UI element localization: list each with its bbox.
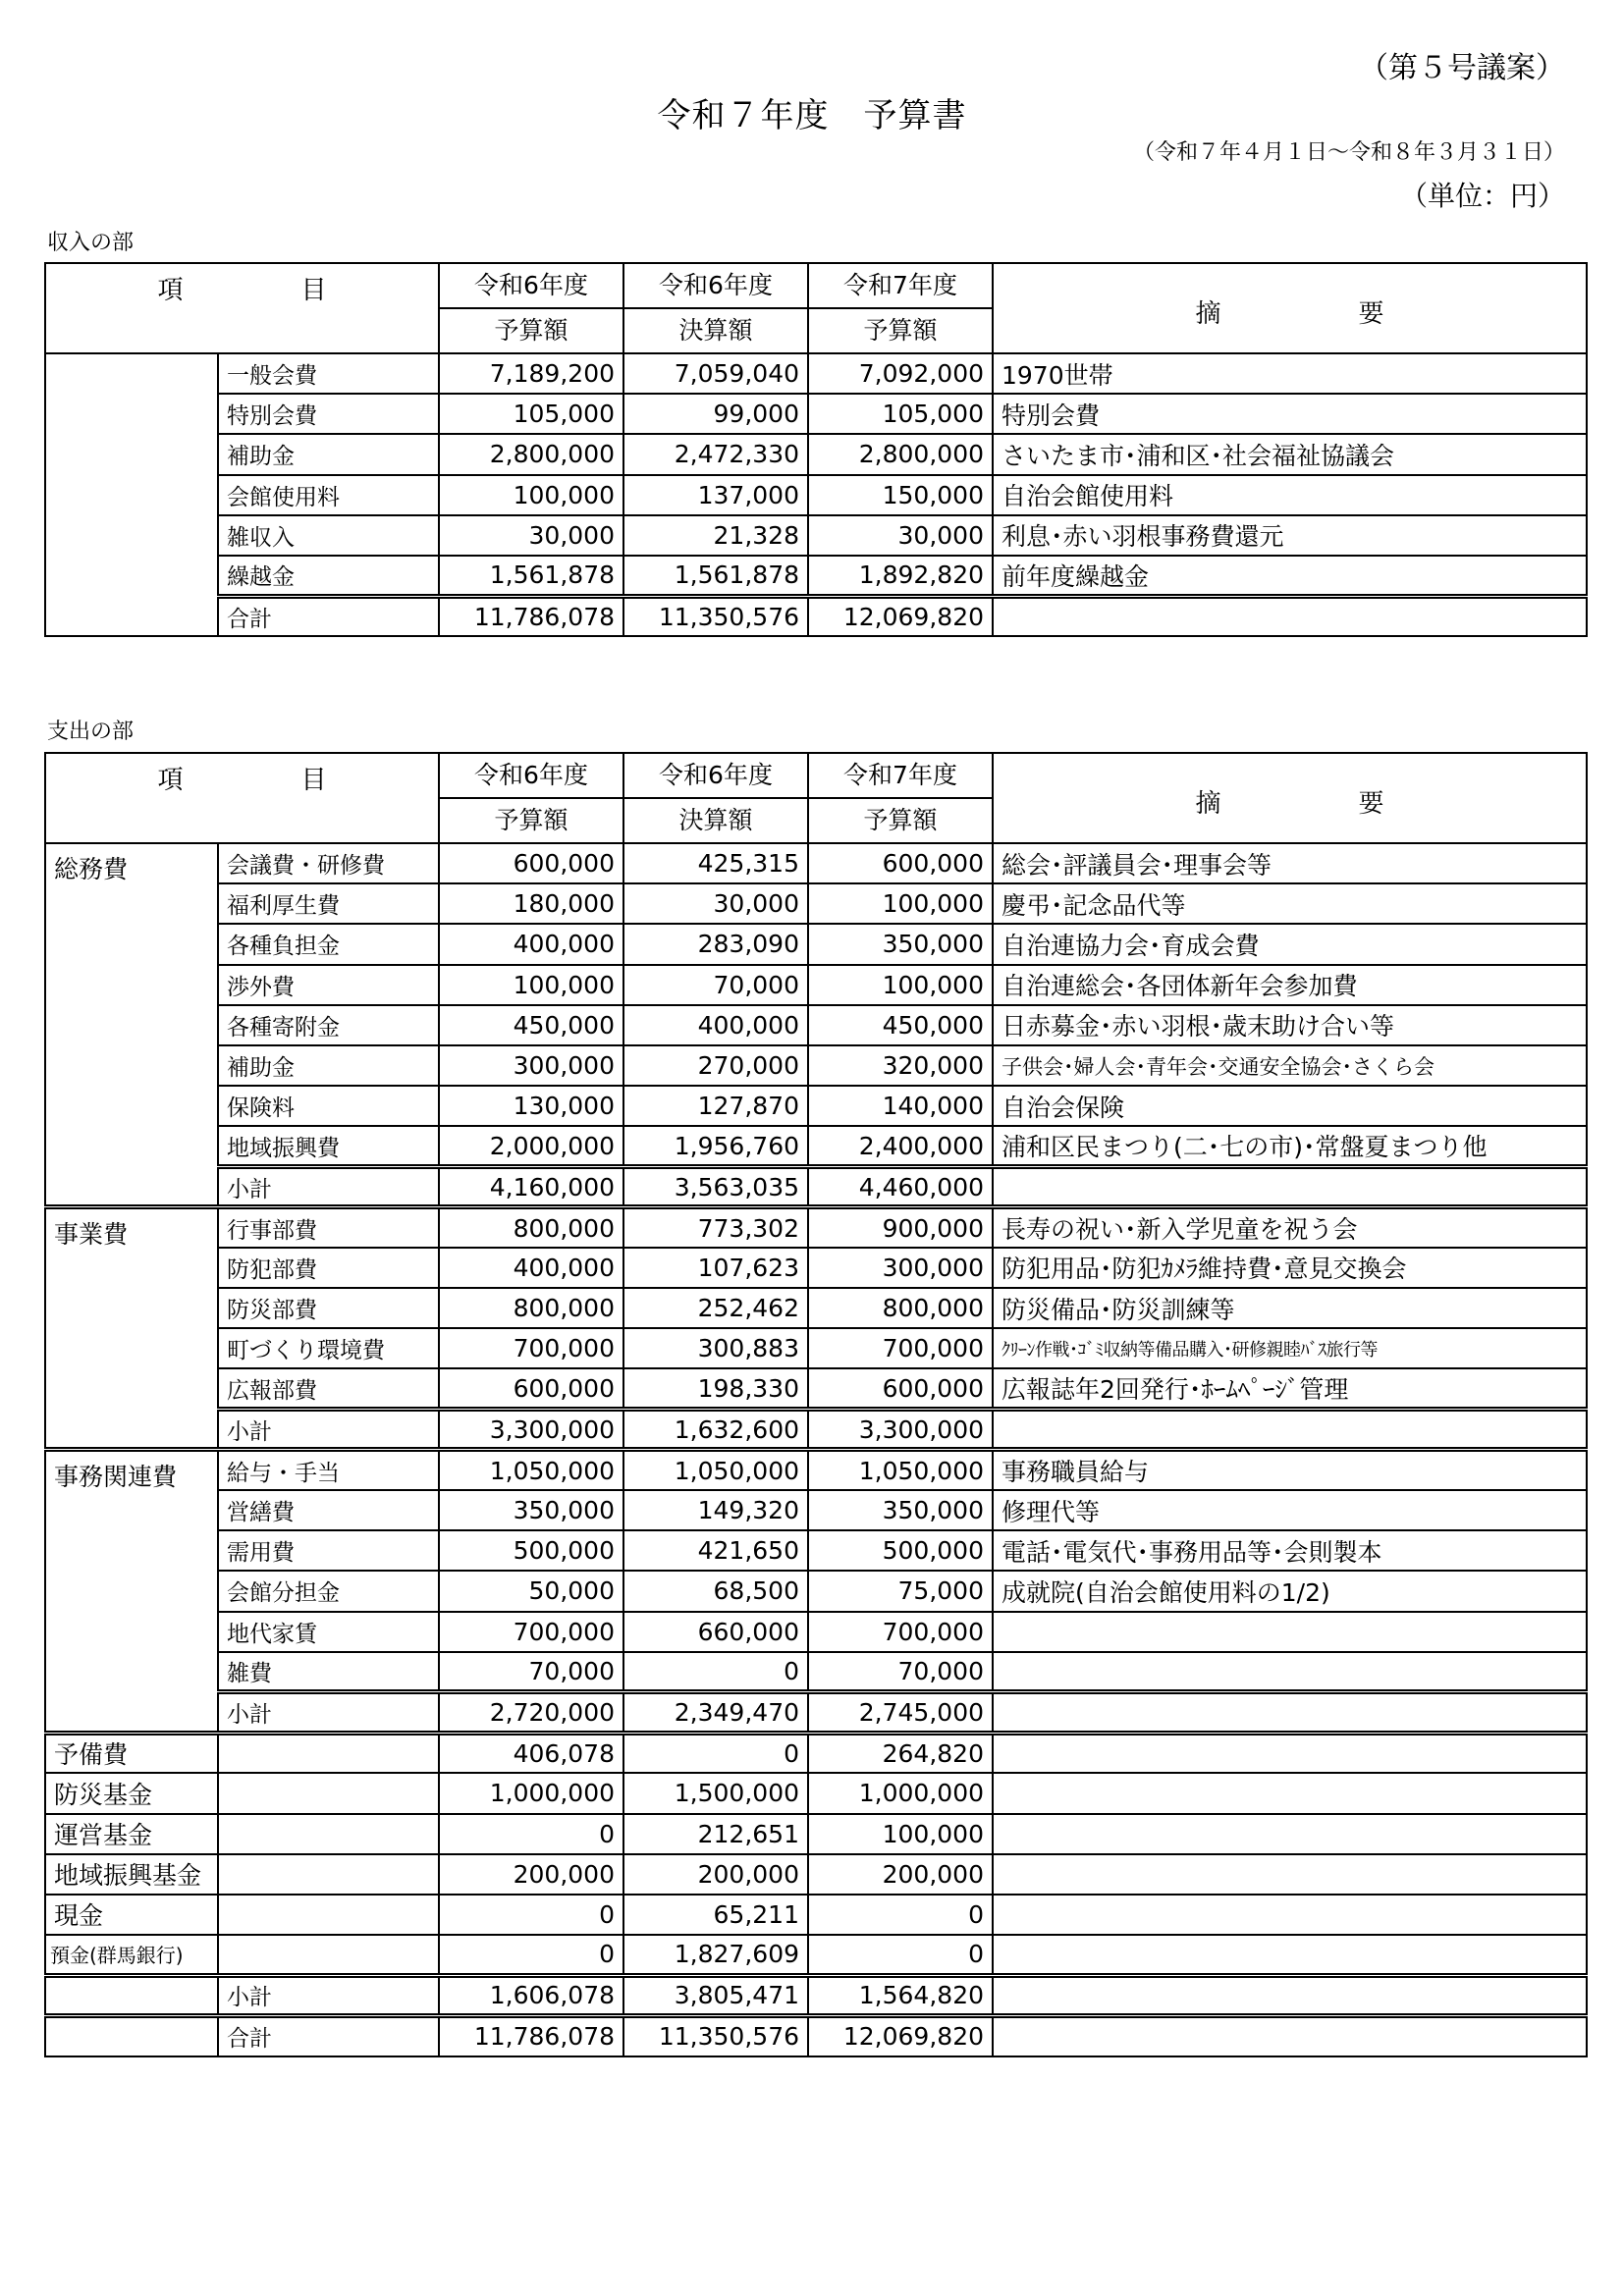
reserve-category: 預金(群馬銀行): [45, 1935, 218, 1975]
r6-budget-value: 450,000: [439, 1005, 623, 1045]
row-item: 会館使用料: [218, 475, 439, 515]
row-item: 行事部費: [218, 1207, 439, 1248]
r7-budget-value: 1,000,000: [808, 1773, 993, 1813]
table-row: [45, 1895, 1587, 1935]
r6-budget-total: 11,786,078: [439, 596, 623, 636]
subtotal-row: [45, 1975, 1587, 2015]
r6-budget-value: 1,000,000: [439, 1773, 623, 1813]
r7-budget-value: 320,000: [808, 1045, 993, 1086]
table-row: [45, 353, 1587, 394]
item-column-header: [45, 263, 439, 353]
r6-actual-header-2: 決算額: [623, 798, 808, 843]
row-note: [993, 1935, 1587, 1975]
row-note: 総会･評議員会･理事会等: [993, 843, 1587, 883]
row-item: 町づくり環境費: [218, 1328, 439, 1368]
subtotal-row: [45, 1410, 1587, 1450]
r7-budget-value: 1,892,820: [808, 556, 993, 596]
table-row: [45, 1207, 1587, 1248]
table-row: [45, 475, 1587, 515]
row-note: [993, 1612, 1587, 1652]
reserve-category: 運営基金: [45, 1814, 218, 1854]
r6-budget-value: 70,000: [439, 1652, 623, 1692]
r6-actual-value: 283,090: [623, 924, 808, 964]
r7-budget-value: 600,000: [808, 1368, 993, 1409]
item-header-b: 目: [300, 276, 327, 305]
row-note: 自治連総会･各団体新年会参加費: [993, 965, 1587, 1005]
fiscal-period: （令和７年４月１日～令和８年３月３１日）: [1132, 140, 1565, 165]
subtotal-row: [45, 1167, 1587, 1207]
row-note: [993, 1773, 1587, 1813]
r6-actual-subtotal: 2,349,470: [623, 1692, 808, 1733]
r6-budget-value: 0: [439, 1814, 623, 1854]
row-item: 地域振興費: [218, 1126, 439, 1166]
row-item: [218, 1895, 439, 1935]
r6-actual-total: 11,350,576: [623, 2015, 808, 2056]
r6-actual-value: 1,500,000: [623, 1773, 808, 1813]
row-item: 特別会費: [218, 394, 439, 434]
r7-budget-value: 900,000: [808, 1207, 993, 1248]
r6-actual-value: 99,000: [623, 394, 808, 434]
r7-budget-subtotal: 3,300,000: [808, 1410, 993, 1450]
row-item: 補助金: [218, 1045, 439, 1086]
r7-budget-value: 75,000: [808, 1571, 993, 1611]
r6-budget-value: 400,000: [439, 924, 623, 964]
r6-budget-subtotal: 3,300,000: [439, 1410, 623, 1450]
r6-budget-value: 1,561,878: [439, 556, 623, 596]
r6-actual-subtotal: 3,563,035: [623, 1167, 808, 1207]
r6-budget-value: 50,000: [439, 1571, 623, 1611]
row-note: 浦和区民まつり(二･七の市)･常盤夏まつり他: [993, 1126, 1587, 1166]
income-section-label: 収入の部: [47, 231, 135, 255]
total-label: 合計: [218, 2015, 439, 2056]
note-header-b: 要: [1358, 788, 1384, 819]
table-row: [45, 1652, 1587, 1692]
reserve-category: 防災基金: [45, 1773, 218, 1813]
note-header-a: 摘: [1195, 788, 1221, 819]
r6-budget-value: 7,189,200: [439, 353, 623, 394]
r6-budget-value: 500,000: [439, 1530, 623, 1571]
r6-budget-value: 200,000: [439, 1854, 623, 1895]
reserve-category: 地域振興基金: [45, 1854, 218, 1895]
reserve-category: [45, 1975, 218, 2015]
row-item: 一般会費: [218, 353, 439, 394]
r6-actual-value: 0: [623, 1652, 808, 1692]
row-item: 福利厚生費: [218, 883, 439, 924]
table-row: [45, 1571, 1587, 1611]
item-header-a: 項: [157, 276, 184, 305]
r6-budget-value: 800,000: [439, 1288, 623, 1328]
r6-actual-value: 137,000: [623, 475, 808, 515]
row-item: [218, 1854, 439, 1895]
table-row: [45, 1248, 1587, 1288]
reserve-category: [45, 2015, 218, 2056]
subtotal-label: 小計: [218, 1692, 439, 1733]
page-title: 令和７年度 予算書: [657, 96, 967, 135]
r6-actual-value: 425,315: [623, 843, 808, 883]
r6-budget-value: 105,000: [439, 394, 623, 434]
r6-actual-subtotal: 3,805,471: [623, 1975, 808, 2015]
r6-actual-header: 令和6年度: [623, 753, 808, 798]
r6-actual-value: 421,650: [623, 1530, 808, 1571]
expense-section-label: 支出の部: [47, 720, 135, 744]
r6-actual-value: 107,623: [623, 1248, 808, 1288]
row-item: 会議費・研修費: [218, 843, 439, 883]
table-row: [45, 924, 1587, 964]
r6-actual-value: 7,059,040: [623, 353, 808, 394]
row-note: 自治連協力会･育成会費: [993, 924, 1587, 964]
table-row: [45, 883, 1587, 924]
row-note: 日赤募金･赤い羽根･歳末助け合い等: [993, 1005, 1587, 1045]
r6-budget-value: 406,078: [439, 1733, 623, 1773]
row-note: [993, 1652, 1587, 1692]
note-column-header: [993, 263, 1587, 353]
r7-budget-header: 令和7年度: [808, 263, 993, 308]
table-row: [45, 1935, 1587, 1975]
row-note: [993, 1167, 1587, 1207]
row-note: [993, 1975, 1587, 2015]
r6-budget-value: 400,000: [439, 1248, 623, 1288]
row-note: [993, 1814, 1587, 1854]
r7-budget-total: 12,069,820: [808, 2015, 993, 2056]
row-note: 自治会保険: [993, 1086, 1587, 1126]
row-note: 慶弔･記念品代等: [993, 883, 1587, 924]
table-row: [45, 1450, 1587, 1490]
currency-unit: （単位：円）: [1399, 180, 1565, 212]
row-note: 利息･赤い羽根事務費還元: [993, 515, 1587, 556]
r7-budget-value: 700,000: [808, 1328, 993, 1368]
item-header-b: 目: [300, 766, 327, 795]
subtotal-label: 小計: [218, 1410, 439, 1450]
r7-budget-value: 350,000: [808, 924, 993, 964]
row-note: ｸﾘｰﾝ作戦･ｺﾞﾐ収納等備品購入･研修親睦ﾊﾞｽ旅行等: [993, 1328, 1587, 1368]
agenda-number: （第５号議案）: [1359, 51, 1565, 85]
r6-actual-value: 198,330: [623, 1368, 808, 1409]
row-note: [993, 596, 1587, 636]
row-item: 需用費: [218, 1530, 439, 1571]
table-row: [45, 556, 1587, 596]
row-note: 防災備品･防災訓練等: [993, 1288, 1587, 1328]
row-item: 渉外費: [218, 965, 439, 1005]
total-label: 合計: [218, 596, 439, 636]
row-item: 防犯部費: [218, 1248, 439, 1288]
table-row: [45, 965, 1587, 1005]
income-total-row: [45, 596, 1587, 636]
r7-budget-header-2: 予算額: [808, 798, 993, 843]
row-note: 特別会費: [993, 394, 1587, 434]
r6-actual-value: 400,000: [623, 1005, 808, 1045]
row-note: 子供会･婦人会･青年会･交通安全協会･さくら会: [993, 1045, 1587, 1086]
r7-budget-value: 0: [808, 1895, 993, 1935]
table-row: [45, 1086, 1587, 1126]
table-row: [45, 1530, 1587, 1571]
row-item: 雑費: [218, 1652, 439, 1692]
r6-actual-value: 252,462: [623, 1288, 808, 1328]
r6-budget-header-2: 予算額: [439, 798, 623, 843]
r6-budget-value: 700,000: [439, 1328, 623, 1368]
reserve-category: 予備費: [45, 1733, 218, 1773]
r6-actual-value: 70,000: [623, 965, 808, 1005]
r6-actual-subtotal: 1,632,600: [623, 1410, 808, 1450]
r6-budget-value: 350,000: [439, 1490, 623, 1530]
r6-actual-value: 1,827,609: [623, 1935, 808, 1975]
row-note: [993, 1692, 1587, 1733]
table-row: [45, 843, 1587, 883]
row-item: 各種寄附金: [218, 1005, 439, 1045]
r6-budget-value: 2,000,000: [439, 1126, 623, 1166]
table-row: [45, 1773, 1587, 1813]
row-note: 前年度繰越金: [993, 556, 1587, 596]
r6-budget-subtotal: 1,606,078: [439, 1975, 623, 2015]
r7-budget-value: 350,000: [808, 1490, 993, 1530]
table-row: [45, 1126, 1587, 1166]
r6-budget-value: 600,000: [439, 843, 623, 883]
row-item: 給与・手当: [218, 1450, 439, 1490]
row-item: 会館分担金: [218, 1571, 439, 1611]
r7-budget-value: 105,000: [808, 394, 993, 434]
category-business: 事業費: [45, 1207, 218, 1450]
table-row: [45, 1005, 1587, 1045]
r6-budget-header: 令和6年度: [439, 753, 623, 798]
row-note: 1970世帯: [993, 353, 1587, 394]
r6-actual-value: 2,472,330: [623, 434, 808, 474]
r7-budget-value: 2,400,000: [808, 1126, 993, 1166]
r6-budget-header: 令和6年度: [439, 263, 623, 308]
r7-budget-value: 2,800,000: [808, 434, 993, 474]
note-column-header: [993, 753, 1587, 843]
r7-budget-value: 70,000: [808, 1652, 993, 1692]
r7-budget-value: 140,000: [808, 1086, 993, 1126]
row-item: 防災部費: [218, 1288, 439, 1328]
r7-budget-header-2: 予算額: [808, 308, 993, 353]
r6-actual-value: 21,328: [623, 515, 808, 556]
row-item: 繰越金: [218, 556, 439, 596]
r7-budget-subtotal: 4,460,000: [808, 1167, 993, 1207]
r7-budget-value: 100,000: [808, 1814, 993, 1854]
r6-budget-value: 100,000: [439, 965, 623, 1005]
note-header-b: 要: [1358, 298, 1384, 329]
r7-budget-total: 12,069,820: [808, 596, 993, 636]
item-header-a: 項: [157, 766, 184, 795]
r6-actual-value: 1,561,878: [623, 556, 808, 596]
row-note: 事務職員給与: [993, 1450, 1587, 1490]
r6-budget-subtotal: 2,720,000: [439, 1692, 623, 1733]
subtotal-label: 小計: [218, 1167, 439, 1207]
r6-actual-value: 1,956,760: [623, 1126, 808, 1166]
r6-actual-value: 0: [623, 1733, 808, 1773]
r6-budget-value: 30,000: [439, 515, 623, 556]
row-note: [993, 1854, 1587, 1895]
row-item: [218, 1935, 439, 1975]
r6-budget-value: 100,000: [439, 475, 623, 515]
table-row: [45, 1814, 1587, 1854]
r6-budget-value: 600,000: [439, 1368, 623, 1409]
row-note: さいたま市･浦和区･社会福祉協議会: [993, 434, 1587, 474]
r6-budget-value: 2,800,000: [439, 434, 623, 474]
table-row: [45, 1045, 1587, 1086]
r7-budget-subtotal: 1,564,820: [808, 1975, 993, 2015]
r7-budget-value: 30,000: [808, 515, 993, 556]
r6-actual-value: 149,320: [623, 1490, 808, 1530]
r6-budget-total: 11,786,078: [439, 2015, 623, 2056]
r6-actual-value: 200,000: [623, 1854, 808, 1895]
r6-budget-value: 800,000: [439, 1207, 623, 1248]
r6-actual-value: 773,302: [623, 1207, 808, 1248]
r7-budget-value: 600,000: [808, 843, 993, 883]
row-item: [218, 1773, 439, 1813]
r7-budget-value: 200,000: [808, 1854, 993, 1895]
row-item: 補助金: [218, 434, 439, 474]
table-row: [45, 1733, 1587, 1773]
subtotal-label: 小計: [218, 1975, 439, 2015]
row-item: 雑収入: [218, 515, 439, 556]
expense-table: [44, 752, 1588, 2057]
table-row: [45, 1854, 1587, 1895]
row-note: 修理代等: [993, 1490, 1587, 1530]
table-row: [45, 515, 1587, 556]
row-note: 成就院(自治会館使用料の1/2): [993, 1571, 1587, 1611]
r7-budget-value: 500,000: [808, 1530, 993, 1571]
row-note: [993, 1410, 1587, 1450]
income-table: [44, 262, 1588, 637]
expense-total-row: [45, 2015, 1587, 2056]
row-note: [993, 1895, 1587, 1935]
item-column-header: [45, 753, 439, 843]
r6-budget-header-2: 予算額: [439, 308, 623, 353]
r7-budget-value: 0: [808, 1935, 993, 1975]
row-note: 自治会館使用料: [993, 475, 1587, 515]
r6-actual-value: 660,000: [623, 1612, 808, 1652]
r6-budget-value: 180,000: [439, 883, 623, 924]
category-office: 事務関連費: [45, 1450, 218, 1733]
row-item: 営繕費: [218, 1490, 439, 1530]
r7-budget-value: 800,000: [808, 1288, 993, 1328]
row-item: [218, 1733, 439, 1773]
r7-budget-value: 1,050,000: [808, 1450, 993, 1490]
table-row: [45, 1328, 1587, 1368]
r6-budget-value: 300,000: [439, 1045, 623, 1086]
r6-actual-total: 11,350,576: [623, 596, 808, 636]
r7-budget-header: 令和7年度: [808, 753, 993, 798]
r7-budget-value: 7,092,000: [808, 353, 993, 394]
r7-budget-value: 300,000: [808, 1248, 993, 1288]
row-note: [993, 1733, 1587, 1773]
r6-actual-value: 212,651: [623, 1814, 808, 1854]
row-item: 広報部費: [218, 1368, 439, 1409]
r6-actual-value: 270,000: [623, 1045, 808, 1086]
reserve-category: 現金: [45, 1895, 218, 1935]
row-note: 防犯用品･防犯ｶﾒﾗ維持費･意見交換会: [993, 1248, 1587, 1288]
row-item: 地代家賃: [218, 1612, 439, 1652]
expense-header-row: [45, 753, 1587, 798]
row-item: 保険料: [218, 1086, 439, 1126]
r7-budget-value: 150,000: [808, 475, 993, 515]
r7-budget-value: 100,000: [808, 883, 993, 924]
table-row: [45, 1612, 1587, 1652]
r6-budget-subtotal: 4,160,000: [439, 1167, 623, 1207]
table-row: [45, 434, 1587, 474]
r6-budget-value: 1,050,000: [439, 1450, 623, 1490]
r7-budget-value: 100,000: [808, 965, 993, 1005]
table-row: [45, 394, 1587, 434]
row-note: 広報誌年2回発行･ﾎｰﾑﾍﾟｰｼﾞ管理: [993, 1368, 1587, 1409]
r6-budget-value: 0: [439, 1935, 623, 1975]
row-item: [218, 1814, 439, 1854]
r7-budget-value: 700,000: [808, 1612, 993, 1652]
r7-budget-subtotal: 2,745,000: [808, 1692, 993, 1733]
r7-budget-value: 450,000: [808, 1005, 993, 1045]
row-note: 電話･電気代･事務用品等･会則製本: [993, 1530, 1587, 1571]
income-category-cell: [45, 353, 218, 636]
r6-budget-value: 130,000: [439, 1086, 623, 1126]
r6-actual-value: 1,050,000: [623, 1450, 808, 1490]
r6-actual-value: 300,883: [623, 1328, 808, 1368]
table-row: [45, 1490, 1587, 1530]
subtotal-row: [45, 1692, 1587, 1733]
r6-actual-value: 127,870: [623, 1086, 808, 1126]
r6-actual-value: 65,211: [623, 1895, 808, 1935]
row-note: [993, 2015, 1587, 2056]
r6-actual-value: 68,500: [623, 1571, 808, 1611]
r6-actual-header-2: 決算額: [623, 308, 808, 353]
table-row: [45, 1368, 1587, 1409]
r6-budget-value: 0: [439, 1895, 623, 1935]
note-header-a: 摘: [1195, 298, 1221, 329]
r6-actual-header: 令和6年度: [623, 263, 808, 308]
category-general: 総務費: [45, 843, 218, 1207]
table-row: [45, 1288, 1587, 1328]
income-header-row: [45, 263, 1587, 308]
r7-budget-value: 264,820: [808, 1733, 993, 1773]
row-note: 長寿の祝い･新入学児童を祝う会: [993, 1207, 1587, 1248]
r6-actual-value: 30,000: [623, 883, 808, 924]
row-item: 各種負担金: [218, 924, 439, 964]
r6-budget-value: 700,000: [439, 1612, 623, 1652]
